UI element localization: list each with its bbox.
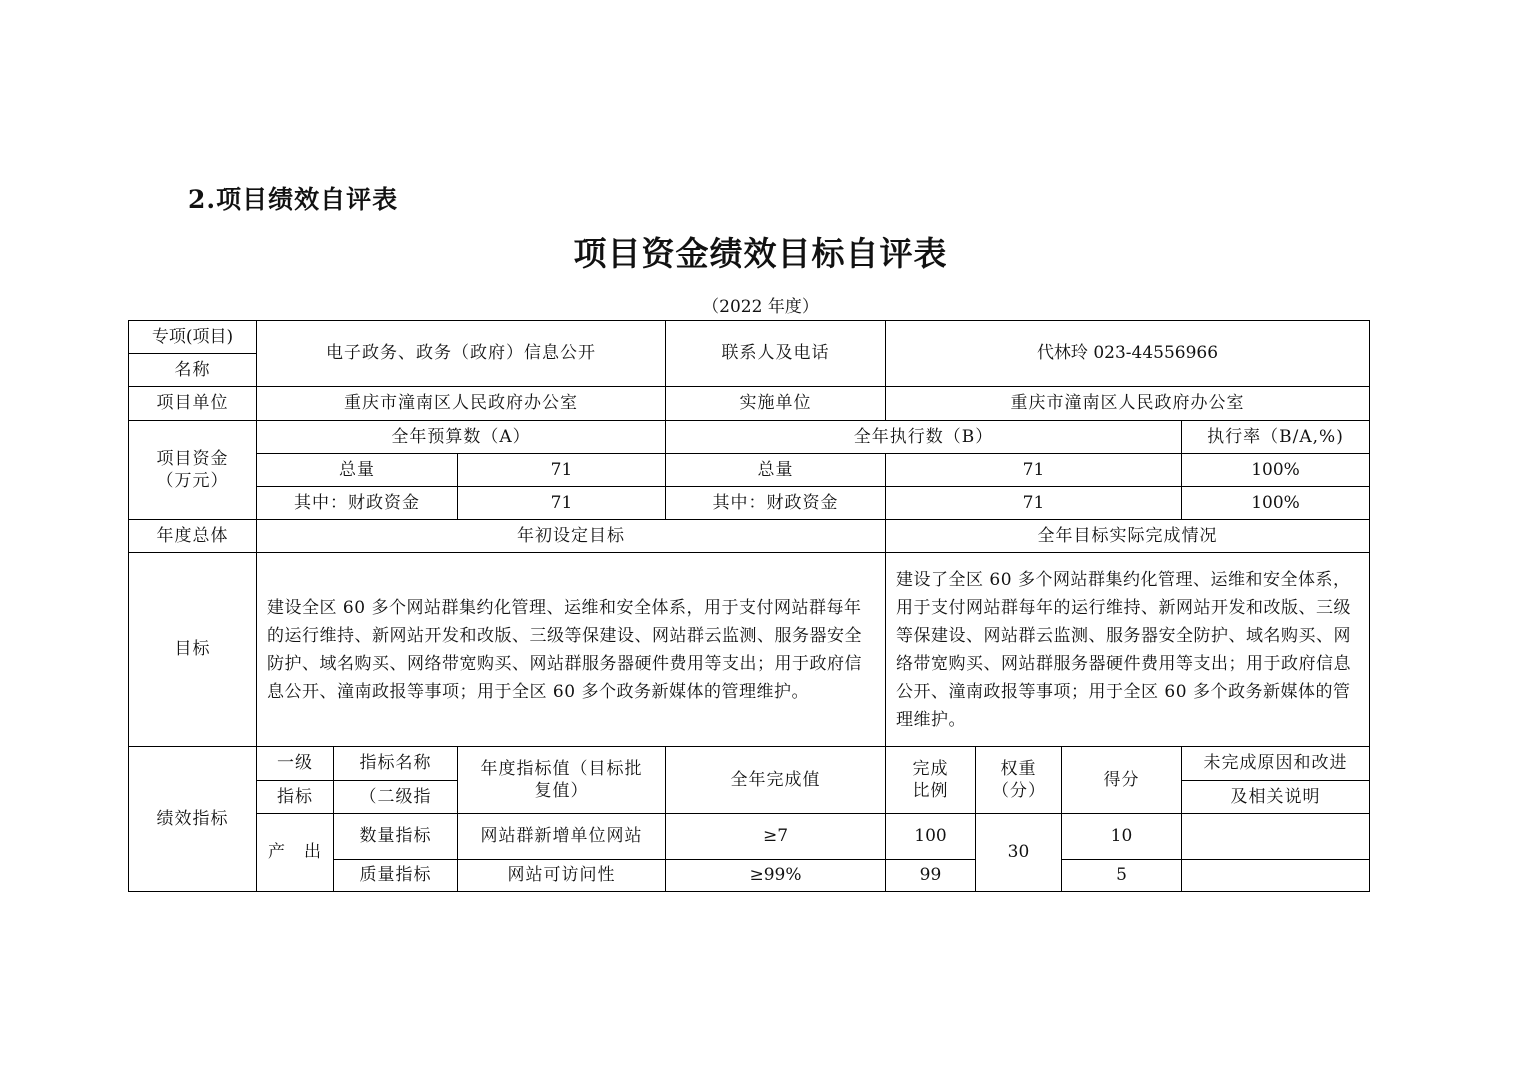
hdr-level1-a: 一级 [257, 747, 334, 781]
indicator-actual: ≥7 [666, 814, 886, 860]
total-rate: 100% [1182, 454, 1370, 487]
budget-header: 全年预算数（A） [257, 421, 666, 454]
goal-set-text: 建设全区 60 多个网站群集约化管理、运维和安全体系，用于支付网站群每年的运行维持、新网站开发和改版、三级等保建设、网站群云监测、服务器安全防护、域名购买、网络带宽购买、网站群服务器硬件费用等支出；用于政府信息公开、潼南政报等事项；用于全区 60 多个政务新媒体的管理维护。 [257, 553, 886, 747]
executed-header: 全年执行数（B） [666, 421, 1182, 454]
hdr-target: 年度指标值（目标批复值） [458, 747, 666, 814]
section-title: 2.项目绩效自评表 [188, 185, 399, 214]
indicator-reason [1182, 860, 1370, 892]
unit-value: 重庆市潼南区人民政府办公室 [257, 387, 666, 421]
hdr-name-b: （二级指 [334, 781, 458, 814]
hdr-name-a: 指标名称 [334, 747, 458, 781]
document-year: （2022 年度） [702, 297, 819, 317]
rate-header: 执行率（B/A,%) [1182, 421, 1370, 454]
fiscal-budget: 71 [458, 487, 666, 520]
total-budget: 71 [458, 454, 666, 487]
fiscal-rate: 100% [1182, 487, 1370, 520]
indicator-actual: ≥99% [666, 860, 886, 892]
indicator-score: 5 [1062, 860, 1182, 892]
contact-label: 联系人及电话 [666, 321, 886, 387]
hdr-ratio: 完成比例 [886, 747, 976, 814]
total-label-b: 总量 [666, 454, 886, 487]
indicator-name: 质量指标 [334, 860, 458, 892]
hdr-level1-b: 指标 [257, 781, 334, 814]
overall-label: 年度总体 [129, 520, 257, 553]
table-row [129, 814, 1370, 860]
document-title: 项目资金绩效目标自评表 [573, 234, 948, 273]
unit-label: 项目单位 [129, 387, 257, 421]
indicator-weight: 30 [976, 814, 1062, 892]
goal-set-header: 年初设定目标 [257, 520, 886, 553]
hdr-weight: 权重（分） [976, 747, 1062, 814]
total-executed: 71 [886, 454, 1182, 487]
funds-label-line1: 项目资金 [156, 448, 229, 469]
perf-label: 绩效指标 [129, 747, 257, 892]
goal-label: 目标 [129, 553, 257, 747]
project-name-label-1: 专项(项目) [129, 321, 257, 354]
total-label: 总量 [257, 454, 458, 487]
indicator-score: 10 [1062, 814, 1182, 860]
hdr-reason-a: 未完成原因和改进 [1182, 747, 1370, 781]
funds-label-line2: （万元） [156, 471, 229, 491]
funds-label [129, 421, 257, 520]
indicator-ratio: 99 [886, 860, 976, 892]
hdr-score: 得分 [1062, 747, 1182, 814]
contact-value: 代林玲 023-44556966 [886, 321, 1370, 387]
output-label: 产 出 [257, 814, 334, 892]
fiscal-label: 其中：财政资金 [257, 487, 458, 520]
goal-actual-header: 全年目标实际完成情况 [886, 520, 1370, 553]
indicator-name: 数量指标 [334, 814, 458, 860]
performance-table [128, 320, 1370, 892]
impl-unit-value: 重庆市潼南区人民政府办公室 [886, 387, 1370, 421]
indicator-target: 网站群新增单位网站 [458, 814, 666, 860]
indicator-ratio: 100 [886, 814, 976, 860]
hdr-actual: 全年完成值 [666, 747, 886, 814]
indicator-target: 网站可访问性 [458, 860, 666, 892]
fiscal-label-b: 其中：财政资金 [666, 487, 886, 520]
project-name: 电子政务、政务（政府）信息公开 [257, 321, 666, 387]
hdr-reason-b: 及相关说明 [1182, 781, 1370, 814]
fiscal-executed: 71 [886, 487, 1182, 520]
indicator-reason [1182, 814, 1370, 860]
goal-actual-text: 建设了全区 60 多个网站群集约化管理、运维和安全体系，用于支付网站群每年的运行维持、新网站开发和改版、三级等保建设、网站群云监测、服务器安全防护、域名购买、网络带宽购买、网站群服务器硬件费用等支出；用于政府信息公开、潼南政报等事项；用于全区 60 多个政务新媒体的管理维护。 [886, 553, 1370, 747]
project-name-label-2: 名称 [129, 354, 257, 387]
impl-unit-label: 实施单位 [666, 387, 886, 421]
